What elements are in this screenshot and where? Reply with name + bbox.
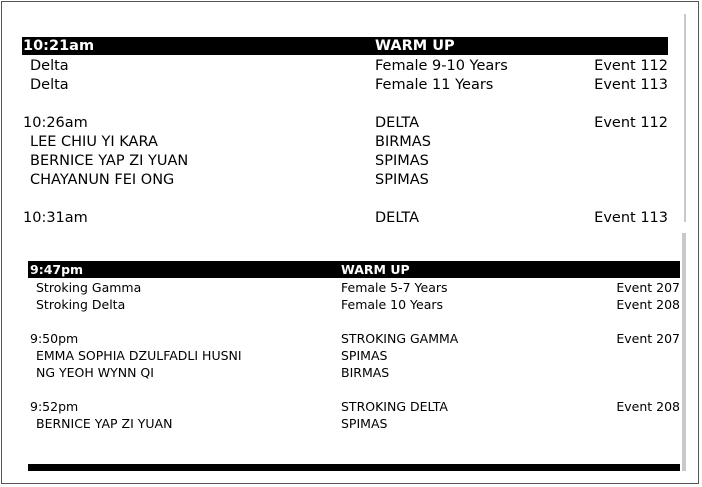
warmup-header-bar <box>28 261 680 278</box>
row-name: Stroking Delta <box>36 297 126 312</box>
row-name: Delta <box>30 58 69 74</box>
row-name: 9:50pm <box>30 331 79 346</box>
row-desc: DELTA <box>375 210 420 222</box>
row-desc: Female 5-7 Years <box>341 280 448 295</box>
header-title: WARM UP <box>375 38 455 54</box>
swimmer-club: BIRMAS <box>375 134 431 150</box>
row-event: Event 113 <box>594 210 668 222</box>
schedule-row <box>28 279 680 296</box>
swimmer-name: BERNICE YAP ZI YUAN <box>30 153 189 169</box>
swimmer-name: BERNICE YAP ZI YUAN <box>36 416 173 431</box>
row-desc: Female 11 Years <box>375 77 494 93</box>
swimmer-name: NG YEOH WYNN QI <box>36 365 154 380</box>
row-name: Delta <box>30 77 69 93</box>
header-time: 10:21am <box>23 38 95 54</box>
swimmer-club: SPIMAS <box>375 153 429 169</box>
row-desc: DELTA <box>375 115 420 131</box>
swimmer-club: SPIMAS <box>341 416 388 431</box>
schedule-row <box>28 296 680 313</box>
row-desc: STROKING GAMMA <box>341 331 459 346</box>
row-desc: Female 10 Years <box>341 297 444 312</box>
swimmer-row <box>22 133 668 152</box>
swimmer-club: SPIMAS <box>341 348 388 363</box>
row-name: Stroking Gamma <box>36 280 142 295</box>
row-event: Event 207 <box>616 331 680 346</box>
session-time-row <box>28 330 680 347</box>
schedule-row <box>22 76 668 95</box>
swimmer-name: CHAYANUN FEI ONG <box>30 172 175 188</box>
next-header-bar-clipped <box>28 464 680 471</box>
panel-edge <box>684 14 686 222</box>
row-name: 9:52pm <box>30 399 79 414</box>
row-desc: STROKING DELTA <box>341 399 448 414</box>
swimmer-name: LEE CHIU YI KARA <box>30 134 158 150</box>
session-time-row <box>22 209 668 222</box>
row-name: 10:26am <box>23 115 88 131</box>
swimmer-row <box>28 415 680 432</box>
schedule-panel-bottom <box>10 233 682 471</box>
row-event: Event 208 <box>616 297 680 312</box>
swimmer-club: SPIMAS <box>375 172 429 188</box>
row-desc: Female 9-10 Years <box>375 58 508 74</box>
swimmer-row <box>28 364 680 381</box>
schedule-row <box>22 57 668 76</box>
warmup-header-bar <box>22 37 668 55</box>
row-event: Event 112 <box>594 58 668 74</box>
swimmer-name: EMMA SOPHIA DZULFADLI HUSNI <box>36 348 242 363</box>
schedule-panel-top <box>2 2 685 222</box>
swimmer-row <box>22 152 668 171</box>
row-event: Event 112 <box>594 115 668 131</box>
panel-edge <box>682 233 686 471</box>
header-title: WARM UP <box>341 262 410 277</box>
row-event: Event 208 <box>616 399 680 414</box>
swimmer-club: BIRMAS <box>341 365 390 380</box>
row-name: 10:31am <box>23 210 88 222</box>
session-time-row <box>22 114 668 133</box>
header-time: 9:47pm <box>30 262 84 277</box>
row-event: Event 113 <box>594 77 668 93</box>
session-time-row <box>28 398 680 415</box>
swimmer-row <box>28 347 680 364</box>
swimmer-row <box>22 171 668 190</box>
row-event: Event 207 <box>616 280 680 295</box>
